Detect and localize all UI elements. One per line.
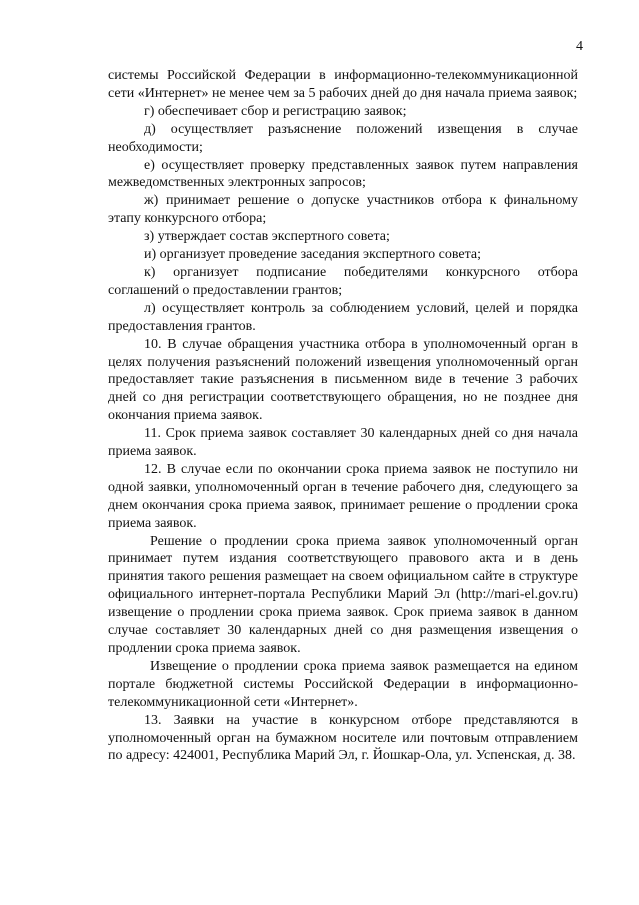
paragraph-item-g: г) обеспечивает сбор и регистрацию заявок; xyxy=(144,103,407,119)
paragraph-item-i: и) организует проведение заседания экспертного совета; xyxy=(144,247,482,263)
paragraph-extension-notice: Извещение о продлении срока приема заявок размещается на едином портале бюджетной системы Российской Федерации в информационно-телекоммуникационной сети «Интернет». xyxy=(108,658,578,710)
paragraph-clause-10: 10. В случае обращения участника отбора в уполномоченный орган в целях получения разъяснений положений извещения уполномоченный орган предоставляет такие разъяснения в письменном виде в течение 3 рабочих дней со дня регистрации соответствующего обращения, но не позднее дня окончания приема заявок. xyxy=(108,336,578,424)
paragraph-item-z: з) утверждает состав экспертного совета; xyxy=(144,229,390,245)
paragraph-item-l: л) осуществляет контроль за соблюдением условий, целей и порядка предоставления грантов. xyxy=(108,300,578,334)
page-number: 4 xyxy=(576,39,583,54)
paragraph-item-zh: ж) принимает решение о допуске участников отбора к финальному этапу конкурсного отбора; xyxy=(108,193,578,227)
paragraph-clause-11: 11. Срок приема заявок составляет 30 календарных дней со дня начала приема заявок. xyxy=(108,426,578,460)
paragraph-clause-12: 12. В случае если по окончании срока приема заявок не поступило ни одной заявки, уполномоченный орган в течение рабочего дня, следующего за днем окончания срока приема заявок, принимает решение о продлении срока приема заявок. xyxy=(108,461,578,531)
paragraph-continuation: системы Российской Федерации в информационно-телекоммуникационной сети «Интернет» не менее чем за 5 рабочих дней до дня начала приема заявок; xyxy=(108,68,578,101)
paragraph-item-e: е) осуществляет проверку представленных заявок путем направления межведомственных электронных запросов; xyxy=(108,157,578,191)
paragraph-item-k: к) организует подписание победителями конкурсного отбора соглашений о предоставлении грантов; xyxy=(108,264,578,298)
document-body xyxy=(108,67,578,765)
paragraph-item-d: д) осуществляет разъяснение положений извещения в случае необходимости; xyxy=(108,121,578,155)
paragraph-clause-13: 13. Заявки на участие в конкурсном отборе представляются в уполномоченный орган на бумажном носителе или почтовым отправлением по адресу: 424001, Республика Марий Эл, г. Йошкар-Ола, ул. Успенская, д. 38. xyxy=(108,712,578,764)
paragraph-extension-decision: Решение о продлении срока приема заявок уполномоченный орган принимает путем издания соответствующего правового акта и в день принятия такого решения размещает на своем официальном сайте в структуре официального интернет-портала Республики Марий Эл (http://mari-el.gov.ru) извещение о продлении срока приема заявок. Срок приема заявок в данном случае составляет 30 календарных дней со дня размещения извещения о продлении срока приема заявок. xyxy=(108,533,578,656)
